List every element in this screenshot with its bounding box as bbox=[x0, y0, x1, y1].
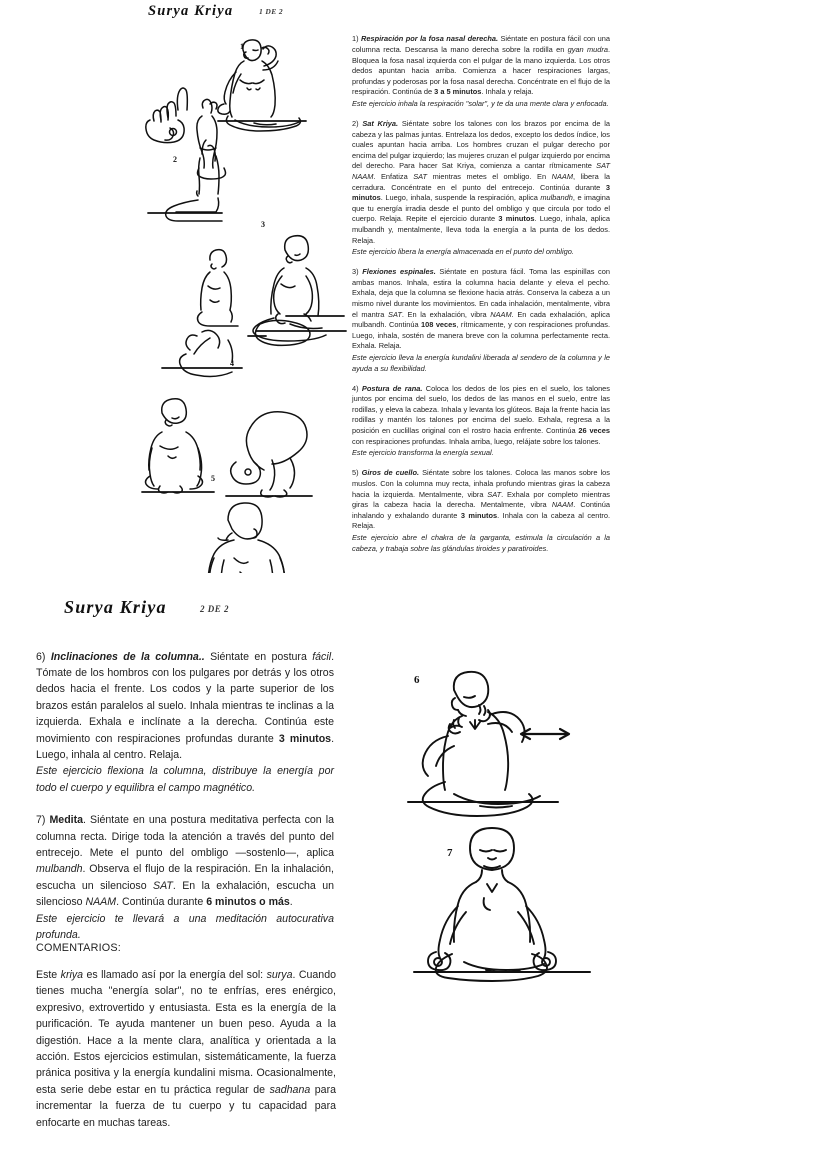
figure-label-3: 3 bbox=[261, 220, 265, 229]
exercise-7-note: Este ejercicio te llevará a una meditación autocurativa profunda. bbox=[36, 912, 334, 942]
exercise-2-paragraph bbox=[352, 119, 610, 258]
exercise-2-bold-1: 3 minutos bbox=[352, 182, 610, 203]
comments-body-1: Este bbox=[36, 969, 61, 981]
figure-4-frog-down bbox=[162, 330, 242, 376]
figure-3-spinal-flex-main bbox=[253, 236, 346, 341]
comments-italic-2: surya bbox=[266, 969, 293, 981]
exercise-3-body-2: . En la exhalación, vibra bbox=[401, 309, 491, 319]
exercise-7-italic-1: mulbandh bbox=[36, 863, 83, 876]
exercise-3-paragraph bbox=[352, 267, 610, 374]
exercise-2-body-7: . Luego, inhala, aplica mulbandh y, mentalmente, lleva toda la energía a la punta de los dedos. Relaja. bbox=[352, 214, 610, 245]
exercise-4-bold-1: 26 veces bbox=[578, 426, 610, 436]
figure-2-sat-kriya bbox=[148, 140, 222, 221]
figure-1-seated-nostril-breathing bbox=[218, 40, 306, 131]
exercise-3-number: 3) bbox=[352, 267, 359, 277]
exercise-1-title: Respiración por la fosa nasal derecha. bbox=[361, 34, 499, 44]
exercise-5-title: Giros de cuello. bbox=[361, 468, 420, 478]
exercise-2-body-4: , libera la cerradura. Concéntrate en el punto del entrecejo. Continúa durante bbox=[352, 172, 611, 192]
exercise-6-note: Este ejercicio flexiona la columna, distribuye la energía por todo el cuerpo y equilibra el campo magnético. bbox=[36, 765, 334, 794]
figure-label-6: 6 bbox=[414, 674, 420, 686]
figure-5-neck-turns bbox=[196, 503, 298, 573]
comments-paragraph bbox=[36, 967, 336, 1131]
figure-label-1: 1 bbox=[240, 42, 244, 51]
page-two-instructions bbox=[36, 638, 334, 960]
exercise-6-body-1: Siéntate en postura bbox=[204, 650, 313, 663]
exercise-1-paragraph bbox=[352, 34, 610, 109]
exercise-figures-svg bbox=[140, 28, 350, 573]
page-two-title: Surya Kriya bbox=[64, 597, 167, 617]
exercise-figures-2-svg bbox=[392, 662, 632, 982]
exercise-4-body-1: Coloca los dedos de los pies en el suelo, los talones juntos por encima del suelo, los dedos de las manos en el suelo, entre las rodillas, y eleva la cabeza. Inhala y levanta los glúteos. Baja la frente hacia las rodillas y mantén los talones por encima del suelo. Exhala, regresa a la posición en cuclillas original con el rostro hacia enfrente. Continúa bbox=[352, 383, 610, 436]
exercise-2-title: Sat Kriya. bbox=[362, 119, 399, 129]
exercise-3-italic-2: NAAM bbox=[490, 309, 512, 319]
exercise-3-note: Este ejercicio lleva la energía kundalini liberada al sendero de la columna y le ayuda a su flexibilidad. bbox=[352, 353, 610, 373]
comments-body-3: . Cuando tienes mucha "energía solar", no te enfrías, eres enérgico, expresivo, extrovertido y entusiasta. Esta es la energía de la purificación. Te ayuda mantener un buen peso. Ayuda a la digestión. Hace a la mente clara, analítica y orientada a la acción. Estos ejercicios estimulan, sistemáticamente, la fuerza pránica positiva y la energía kundalini misma. Ocasionalmente, esta serie debe estar en tu práctica regular de bbox=[36, 969, 336, 1096]
figure-3-spinal-flex-left bbox=[198, 250, 239, 326]
exercise-5-italic-1: SAT bbox=[487, 489, 502, 499]
exercise-2-italic-1: SAT NAAM bbox=[352, 161, 610, 182]
exercise-3-title: Flexiones espinales. bbox=[362, 267, 436, 277]
figure-label-7: 7 bbox=[447, 847, 453, 859]
exercise-2-body-2: . Enfatiza bbox=[373, 172, 414, 182]
exercise-7-italic-2: SAT bbox=[153, 879, 173, 892]
exercise-4-body-2: con respiraciones profundas. Inhala arriba, luego, relájate sobre los talones. bbox=[352, 436, 601, 446]
exercise-1-body-1: Siéntate en postura fácil con una columna recta. Descansa la mano derecha sobre la rodilla en bbox=[352, 34, 611, 54]
exercise-6-body-2: . Tómate de los hombros con los pulgares por detrás y los otros dedos hacia el frente. Los codos y la parte superior de los brazos están paralelos al suelo. Inhala mientras te inclinas a la izquierda. Exhala e inclínate a la derecha. Continúa este movimiento con respiraciones profundas durante bbox=[36, 650, 335, 745]
page-one-title: Surya Kriya bbox=[148, 3, 234, 19]
figure-6-spinal-bends bbox=[408, 672, 558, 816]
comments-heading: COMENTARIOS: bbox=[36, 942, 121, 954]
figure-label-5: 5 bbox=[211, 474, 215, 483]
exercise-3-bold-1: 108 veces bbox=[421, 320, 457, 330]
figure-label-4: 4 bbox=[230, 359, 234, 368]
exercise-4-number: 4) bbox=[352, 383, 359, 393]
exercise-3-italic-1: SAT bbox=[388, 309, 402, 319]
exercise-5-number: 5) bbox=[352, 468, 359, 478]
exercise-7-italic-3: NAAM bbox=[85, 896, 117, 909]
exercise-7-title: Medita bbox=[49, 814, 84, 827]
exercise-3-body-4: , rítmicamente, y con respiraciones profundas. Luego, inhala, sostén de manera breve con la columna perfectamente recta. Exhala. Relaja. bbox=[352, 320, 611, 351]
figure-label-2: 2 bbox=[173, 155, 177, 164]
exercise-6-paragraph bbox=[36, 649, 334, 797]
exercise-2-body-5: . Luego, inhala, suspende la respiración, aplica bbox=[380, 193, 541, 203]
exercise-2-body-1: Siéntate sobre los talones con los brazos por encima de la cabeza y las palmas juntas. Entrelaza los dedos, excepto los dedos índice, los cuales apuntan hacia arriba. Los hombres cruzan el pulgar derecho por encima del pulgar izquierdo; las mujeres cruzan el pulgar izquierdo por encima del derecho. Para hacer Sat Kriya, comienza a cantar rítmicamente bbox=[352, 119, 610, 171]
exercise-1-body-3: . Inhala y relaja. bbox=[481, 87, 534, 97]
exercise-4-note: Este ejercicio transforma la energía sexual. bbox=[352, 448, 494, 458]
exercise-6-body-3: . Luego, inhala al centro. Relaja. bbox=[36, 732, 335, 762]
exercise-7-bold-1: 6 minutos o más bbox=[206, 896, 290, 909]
exercise-6-italic-1: fácil bbox=[312, 650, 332, 663]
figure-hand-side-detail bbox=[197, 99, 226, 179]
exercise-1-bold-1: 3 a 5 minutos bbox=[434, 87, 482, 97]
exercise-2-italic-3: NAAM bbox=[551, 172, 573, 182]
page-one-page-label: 1 DE 2 bbox=[259, 7, 284, 16]
exercise-6-number: 6) bbox=[36, 650, 46, 663]
exercise-6-title: Inclinaciones de la columna.. bbox=[50, 650, 205, 663]
comments-body-4: para incrementar la fuerza de tu cuerpo y tu capacidad para enfocarte en muchas tareas. bbox=[36, 1083, 336, 1129]
exercise-1-italic-1: gyan mudra bbox=[567, 44, 608, 54]
exercise-7-body-1: . Siéntate en una postura meditativa perfecta con la columna recta. Dirige toda la atención a través del punto del entrecejo. Mete el punto del ombligo —sostenlo—, aplica bbox=[36, 814, 334, 860]
exercise-1-body-2: . Bloquea la fosa nasal izquierda con el pulgar de la mano izquierda. Los otros dedos apuntan hacia arriba. Comienza a hacer respiraciones largas, profundas y poderosas por la fosa nasal derecha. Concéntrate en el flujo de la respiración. Continúa de bbox=[352, 44, 610, 97]
exercise-5-body-1: Siéntate sobre los talones. Coloca las manos sobre los muslos. Con la columna muy recta, inhala profundo mientras giras la cabeza hacia la izquierda. Mentalmente, vibra bbox=[352, 468, 610, 499]
page-two-page-label: 2 DE 2 bbox=[200, 604, 230, 614]
exercise-7-body-3: . En la exhalación, escucha un silencioso bbox=[36, 879, 334, 909]
exercise-3-body-3: . En cada exhalación, aplica mulbandh. Continúa bbox=[352, 309, 610, 330]
page-two-illustrations bbox=[392, 662, 632, 982]
exercise-2-italic-4: mulbandh bbox=[540, 193, 573, 203]
exercise-5-italic-2: NAAM bbox=[551, 500, 574, 510]
exercise-5-body-4: . Inhala con la cabeza al centro. Relaja. bbox=[352, 510, 611, 531]
movement-arrow-icon bbox=[521, 729, 569, 739]
comments-italic-3: sadhana bbox=[269, 1083, 311, 1096]
exercise-2-note: Este ejercicio libera la energía almacenada en el punto del ombligo. bbox=[352, 247, 574, 257]
exercise-1-number: 1) bbox=[352, 34, 359, 44]
exercise-2-italic-2: SAT bbox=[413, 172, 428, 182]
exercise-6-bold-1: 3 minutos bbox=[278, 732, 332, 745]
exercise-2-bold-2: 3 minutos bbox=[498, 214, 535, 224]
exercise-5-paragraph bbox=[352, 468, 610, 554]
page-one-instructions bbox=[352, 27, 610, 564]
comments-body-2: es llamado así por la energía del sol: bbox=[83, 969, 267, 981]
exercise-7-body-4: . Continúa durante bbox=[116, 896, 207, 909]
exercise-5-body-3: . Continúa inhalando y exhalando durante bbox=[352, 500, 610, 520]
comments-italic-1: kriya bbox=[60, 969, 84, 981]
exercise-7-body-2: . Observa el flujo de la respiración. En la inhalación, escucha un silencioso bbox=[36, 863, 334, 892]
comments-section bbox=[36, 940, 336, 1147]
figure-7-meditation bbox=[414, 828, 590, 981]
figure-4-frog-squat bbox=[142, 399, 214, 493]
exercise-7-body-5: . bbox=[289, 896, 293, 909]
exercise-3-body-1: Siéntate en postura fácil. Toma las espinillas con ambas manos. Inhala, estira la columna hacia delante y eleva el pecho. Exhala, deja que la columna se flexione hacia atrás. Conserva la cabeza a un mismo nivel durante los movimientos. En cada inhalación, mentalmente, vibra el mantra bbox=[352, 267, 610, 319]
exercise-2-body-3: mientras metes el ombligo. En bbox=[427, 172, 552, 182]
exercise-4-title: Postura de rana. bbox=[361, 383, 423, 393]
exercise-5-note: Este ejercicio abre el chakra de la garganta, estimula la circulación a la cabeza, y trabaja sobre las glándulas tiroides y paratiroides. bbox=[352, 532, 610, 553]
figure-hand-mudra-detail bbox=[146, 88, 188, 143]
exercise-5-body-2: . Exhala por completo mientras giras la cabeza hacia la derecha. Mentalmente, vibra bbox=[352, 489, 611, 510]
page-one-illustrations bbox=[140, 28, 350, 573]
exercise-7-paragraph bbox=[36, 812, 334, 943]
exercise-2-body-6: , e imagina que tu energía irradia desde el punto del ombligo y que circula por todo el cuerpo. Relaja. Repite el ejercicio durante bbox=[352, 193, 610, 224]
exercise-5-bold-1: 3 minutos bbox=[460, 510, 498, 520]
exercise-2-number: 2) bbox=[352, 119, 359, 129]
exercise-1-note: Este ejercicio inhala la respiración "solar", y te da una mente clara y enfocada. bbox=[352, 98, 609, 108]
page-one bbox=[0, 0, 826, 580]
exercise-4-paragraph bbox=[352, 384, 610, 459]
exercise-7-number: 7) bbox=[36, 814, 46, 827]
figure-4-frog-pike bbox=[226, 412, 312, 497]
